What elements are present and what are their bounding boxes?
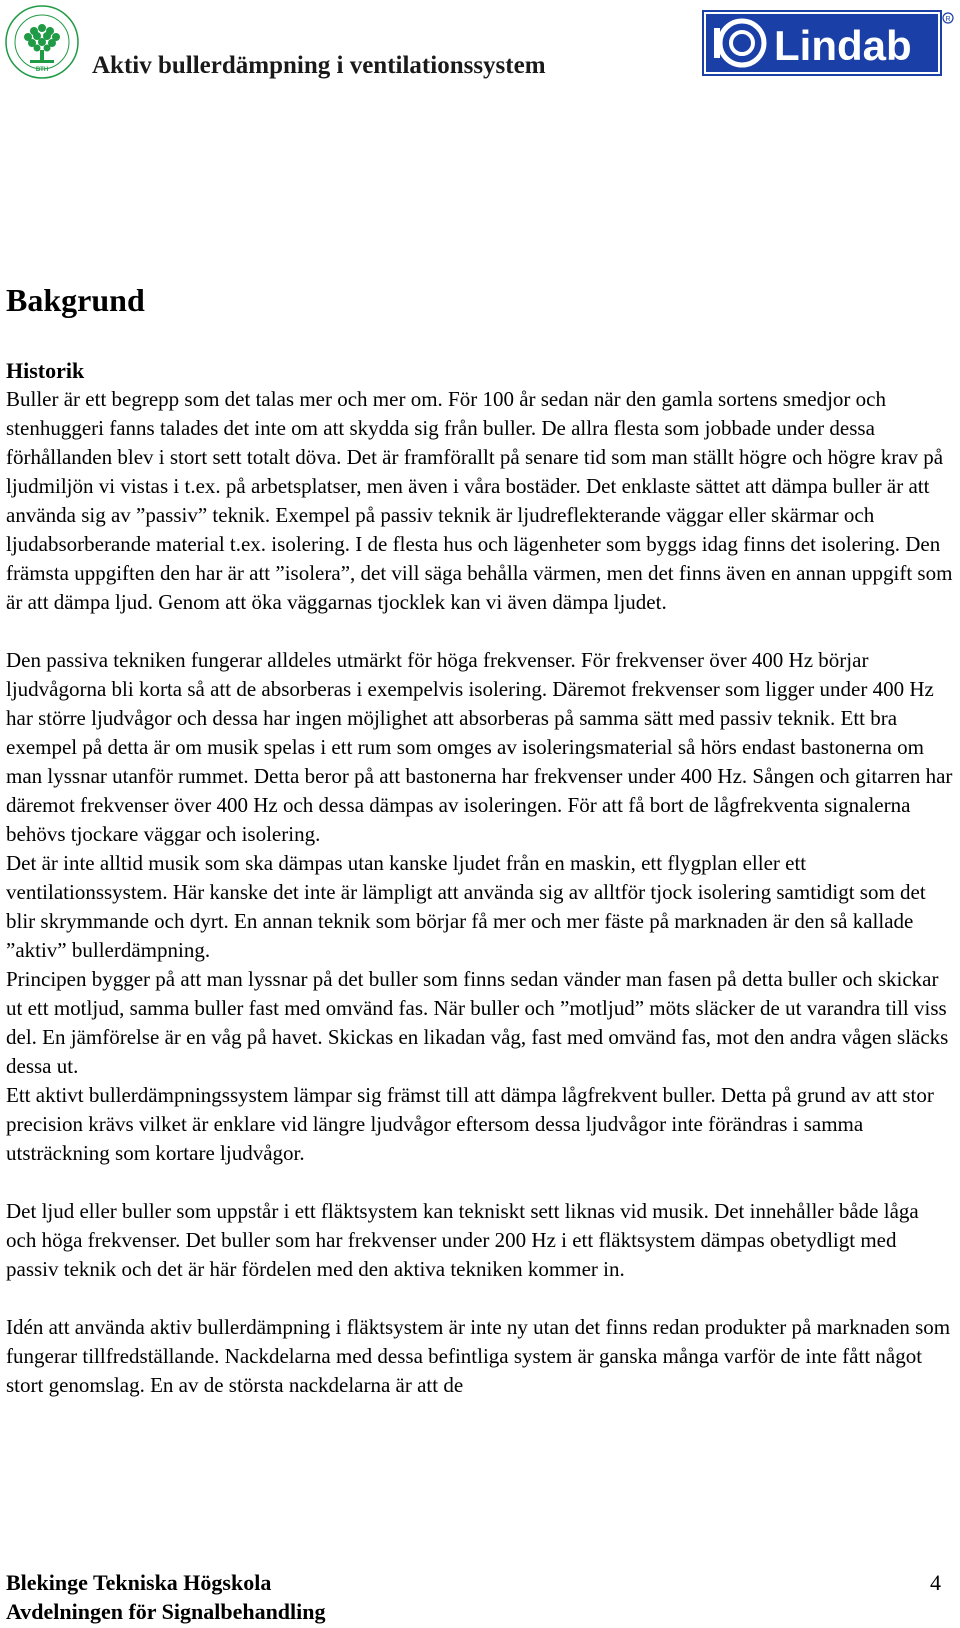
footer-institution: Blekinge Tekniska Högskola: [6, 1570, 272, 1595]
footer-department: Avdelningen för Signalbehandling: [6, 1599, 326, 1624]
bth-logo: [4, 4, 80, 80]
footer: [6, 1568, 326, 1626]
lindab-logo-text: Lindab: [774, 22, 912, 69]
paragraph: Idén att använda aktiv bullerdämpning i fläktsystem är inte ny utan det finns redan produkter på marknaden som fungerar tillfredställande. Nackdelarna med dessa befintliga system är ganska många varför de inte fått något stort genomslag. En av de största nackdelarna är att de: [6, 1315, 951, 1397]
lindab-logo: [702, 10, 954, 78]
paragraph: Det ljud eller buller som uppstår i ett fläktsystem kan tekniskt sett liknas vid musik. Det innehåller både låga och höga frekvenser. Det buller som har frekvenser under 200 Hz i ett fläktsystem dämpas obetydligt med passiv teknik och det är här fördelen med den aktiva tekniken kommer in.: [6, 1199, 919, 1281]
bth-logo-sub: BTH: [35, 67, 49, 73]
paragraph: Principen bygger på att man lyssnar på det buller som finns sedan vänder man fasen på detta buller och skickar ut ett motljud, samma buller fast med omvänd fas. När buller och ”motljud” möts släcker de ut varandra till viss del. En jämförelse är en våg på havet. Skickas en likadan våg, fast med omvänd fas, mot den andra vågen släcks dessa ut.: [6, 967, 949, 1078]
svg-text:R: R: [945, 16, 951, 23]
paragraph: Ett aktivt bullerdämpningssystem lämpar sig främst till att dämpa lågfrekvent buller. Detta på grund av att stor precision krävs vilket är enklare vid längre ljudvågor eftersom dessa ljudvågor inte förändras i samma utsträckning som kortare ljudvågor.: [6, 1083, 934, 1165]
paragraph: Den passiva tekniken fungerar alldeles utmärkt för höga frekvenser. För frekvenser över 400 Hz börjar ljudvågorna bli korta så att de absorberas i exempelvis isolering. Däremot frekvenser som ligger under 400 Hz har större ljudvågor och dessa har ingen möjlighet att absorberas på samma sätt med passiv teknik. Ett bra exempel på detta är om musik spelas i ett rum som omges av isoleringsmaterial så hörs endast bastonerna om man lyssnar utanför rummet. Detta beror på att bastonerna har frekvenser under 400 Hz. Sången och gitarren har däremot frekvenser över 400 Hz och dessa dämpas av isoleringen. För att få bort de lågfrekventa signalerna behövs tjockare väggar och isolering.: [6, 648, 953, 846]
section-heading: Bakgrund: [6, 282, 145, 318]
document-body: [6, 276, 954, 1400]
header-title: Aktiv bullerdämpning i ventilationssystem: [92, 52, 546, 79]
paragraph: Buller är ett begrepp som det talas mer och mer om. För 100 år sedan när den gamla sortens smedjor och stenhuggeri fanns talades det inte om att skydda sig från buller. De allra flesta som jobbade under dessa förhållanden blev i stort sett totalt döva. Det är framförallt på senare tid som man ställt högre och högre krav på ljudmiljön vi vistas i t.ex. på arbetsplatser, men även i våra bostäder. Det enklaste sättet att dämpa buller är att använda sig av ”passiv” teknik. Exempel på passiv teknik är ljudreflekterande väggar eller skärmar och ljudabsorberande material t.ex. isolering. I de flesta hus och lägenheter som byggs idag finns det isolering. Den främsta uppgiften den har är att ”isolera”, det vill säga behålla värmen, men det finns även en annan uppgift som är att dämpa ljud. Genom att öka väggarnas tjocklek kan vi även dämpa ljudet.: [6, 387, 953, 614]
page-number: 4: [930, 1570, 941, 1595]
paragraph: Det är inte alltid musik som ska dämpas utan kanske ljudet från en maskin, ett flygplan eller ett ventilationssystem. Här kanske det inte är lämpligt att använda sig av alltför tjock isolering samtidigt som det blir skrymmande och dyrt. En annan teknik som börjar få mer och mer fäste på marknaden är den så kallade ”aktiv” bullerdämpning.: [6, 851, 926, 962]
subsection-heading: Historik: [6, 358, 85, 383]
